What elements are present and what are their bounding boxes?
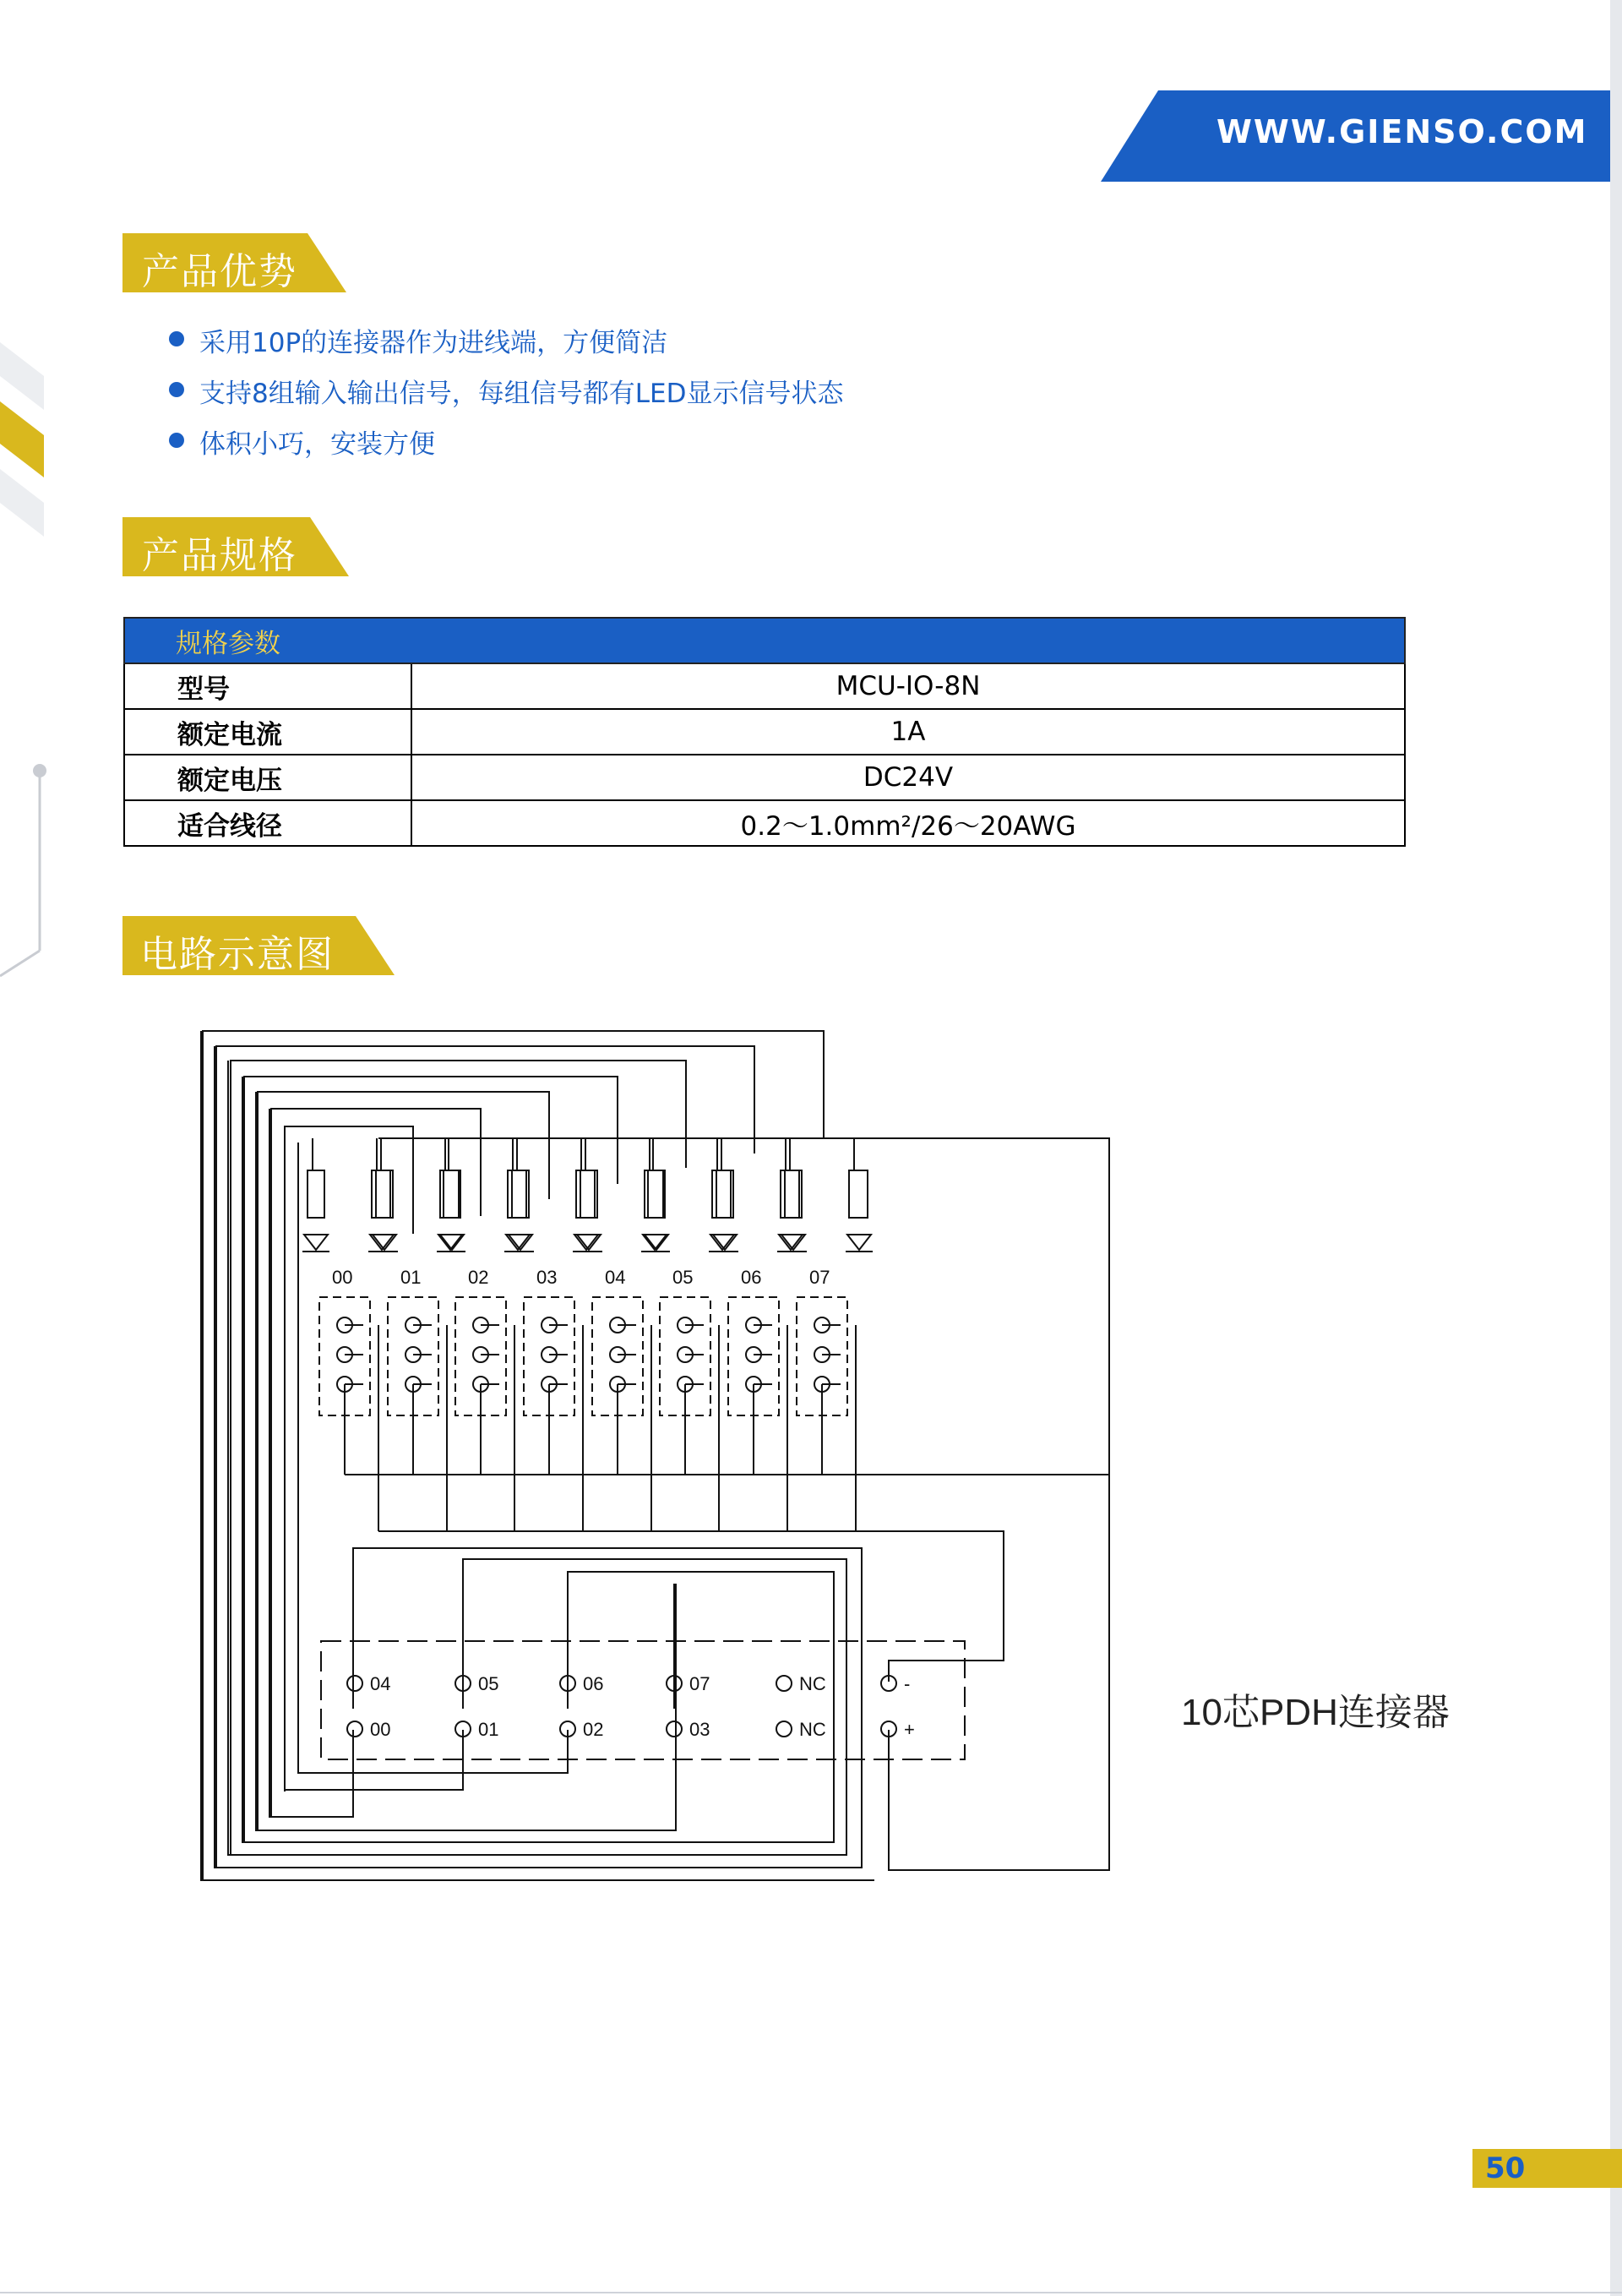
connector-label: 10芯PDH连接器	[1181, 1692, 1450, 1733]
connector-pin-label: NC	[799, 1719, 826, 1740]
pdh-connector	[321, 1641, 965, 1759]
outer-loop-wire	[201, 1031, 874, 1880]
diode-symbol	[847, 1235, 871, 1250]
advantage-item: 采用10P的连接器作为进线端，方便简洁	[199, 328, 668, 358]
spec-label: 型号	[124, 663, 411, 709]
channel-label: 06	[741, 1267, 762, 1288]
return-wire	[242, 1077, 834, 1842]
resistor-symbol	[576, 1170, 595, 1218]
connector-pin	[667, 1721, 682, 1737]
connector-pin-label: 00	[370, 1719, 391, 1740]
spec-value: 0.2～1.0mm²/26～20AWG	[411, 800, 1405, 846]
connector-pin	[347, 1721, 362, 1737]
advantage-item: 支持8组输入输出信号，每组信号都有LED显示信号状态	[199, 379, 844, 409]
bottom-divider	[0, 2292, 1622, 2293]
resistor-symbol	[308, 1170, 324, 1218]
advantage-item: 体积小巧，安装方便	[199, 429, 435, 460]
connector-pin	[347, 1676, 362, 1691]
channel-label: 02	[468, 1267, 489, 1288]
power-wire	[889, 1475, 1109, 1870]
channel-label: 00	[332, 1267, 353, 1288]
resistor-symbol	[372, 1170, 390, 1218]
spec-value: MCU-IO-8N	[411, 663, 1405, 709]
connector-pin-label: 05	[478, 1673, 499, 1694]
connector-pin	[776, 1676, 792, 1691]
return-wire	[269, 1109, 353, 1817]
signal-loop-wire	[216, 1046, 754, 1868]
signal-loop-wire	[244, 1077, 618, 1842]
page-number: 50	[1485, 2151, 1526, 2185]
connector-pin-label: 04	[370, 1673, 391, 1694]
resistor-symbol	[712, 1170, 731, 1218]
return-wire	[215, 1046, 862, 1868]
channel-label: 01	[400, 1267, 422, 1288]
spec-label: 适合线径	[124, 800, 411, 846]
connector-pin-label: -	[904, 1673, 911, 1694]
spec-label: 额定电压	[124, 755, 411, 800]
connector-pin-label: 03	[689, 1719, 710, 1740]
connector-pin-label: 02	[583, 1719, 604, 1740]
section-title-spec: 产品规格	[142, 534, 297, 577]
table-header: 规格参数	[124, 618, 1405, 663]
connector-pin	[776, 1721, 792, 1737]
signal-loop-wire	[285, 1126, 413, 1792]
connector-pin-label: NC	[799, 1673, 826, 1694]
section-title-advantages: 产品优势	[142, 250, 297, 293]
connector-pin-label: 07	[689, 1673, 710, 1694]
connector-pin-label: 01	[478, 1719, 499, 1740]
website-url[interactable]: WWW.GIENSO.COM	[1216, 113, 1588, 150]
section-title-circuit: 电路示意图	[140, 933, 335, 976]
connector-pin-label: 06	[583, 1673, 604, 1694]
power-wire	[856, 1531, 1004, 1682]
diode-symbol	[304, 1235, 328, 1250]
resistor-symbol	[781, 1170, 799, 1218]
channel-label: 04	[605, 1267, 626, 1288]
channel-label: 05	[672, 1267, 694, 1288]
channel-label: 03	[536, 1267, 558, 1288]
resistor-symbol	[508, 1170, 526, 1218]
connector-pin-label: +	[904, 1719, 915, 1740]
resistor-symbol	[849, 1170, 868, 1218]
spec-value: 1A	[411, 709, 1405, 755]
signal-loop-wire	[258, 1092, 549, 1830]
spec-value: DC24V	[411, 755, 1405, 800]
return-wire	[256, 1092, 676, 1830]
spec-label: 额定电流	[124, 709, 411, 755]
channel-label: 07	[809, 1267, 830, 1288]
